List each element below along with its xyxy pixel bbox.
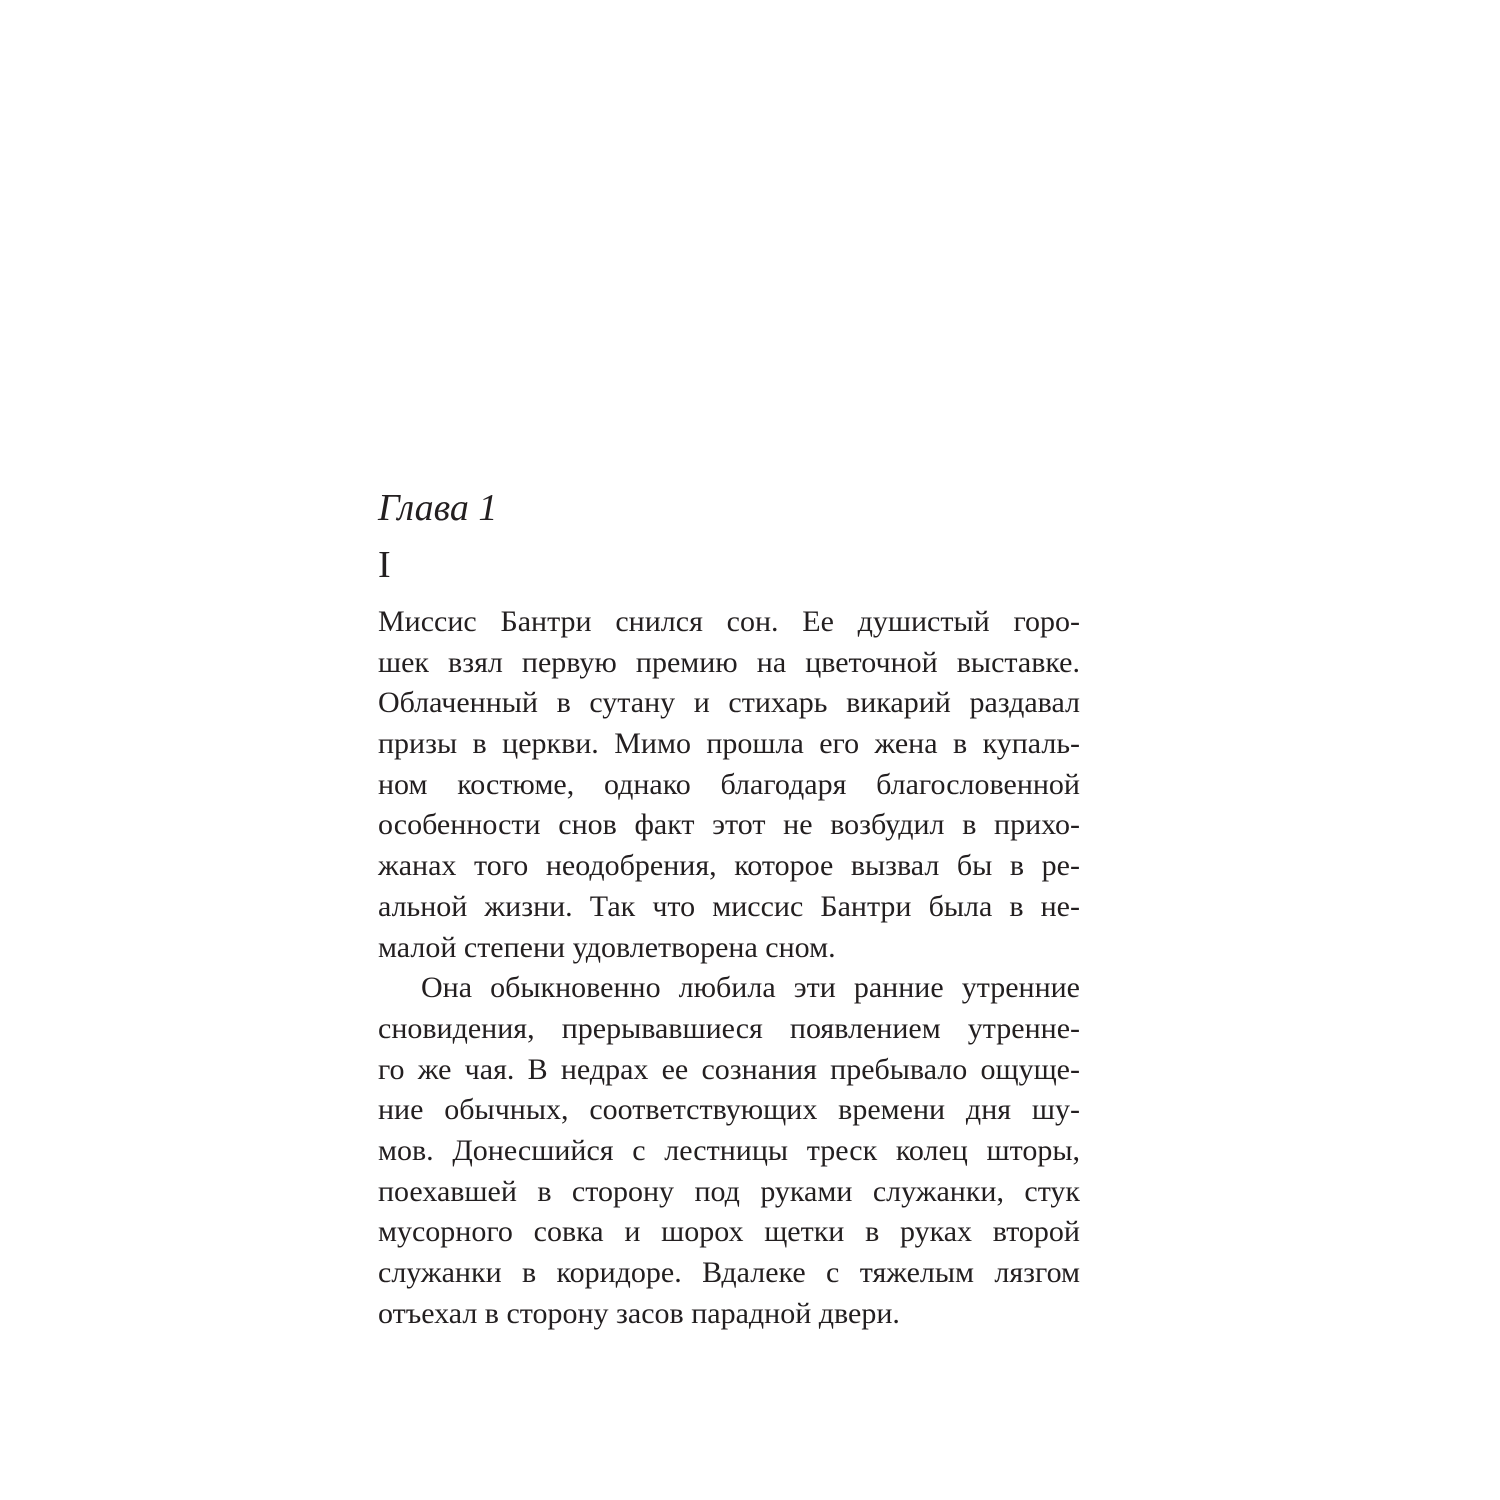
text-line: сновидения, прерывавшиеся появлением утренне- bbox=[378, 1011, 1080, 1045]
text-block bbox=[378, 478, 1080, 1334]
text-line: Миссис Бантри снился сон. Ее душистый горо- bbox=[378, 605, 1080, 638]
text-line: ние обычных, соответствующих времени дня шу- bbox=[378, 1093, 1080, 1127]
paragraph-1 bbox=[378, 602, 1080, 968]
chapter-title: Глава 1 bbox=[378, 487, 498, 529]
text-line: служанки в коридоре. Вдалеке с тяжелым лязгом bbox=[378, 1256, 1080, 1289]
text-line: призы в церкви. Мимо прошла его жена в купаль- bbox=[378, 727, 1080, 761]
text-line: отъехал в сторону засов парадной двери. bbox=[378, 1296, 900, 1330]
text-line: малой степени удовлетворена сном. bbox=[378, 930, 836, 964]
text-line: жанах того неодобрения, которое вызвал бы в ре- bbox=[378, 849, 1080, 883]
text-line: мов. Донесшийся с лестницы треск колец шторы, bbox=[378, 1133, 1080, 1167]
text-line: поехавшей в сторону под руками служанки, стук bbox=[378, 1174, 1080, 1208]
text-line: Она обыкновенно любила эти ранние утренние bbox=[421, 971, 1080, 1005]
chapter-body bbox=[378, 602, 1080, 1334]
paragraph-2 bbox=[378, 968, 1080, 1334]
text-line: Облаченный в сутану и стихарь викарий раздавал bbox=[378, 686, 1080, 720]
text-line: особенности снов факт этот не возбудил в прихо- bbox=[378, 808, 1080, 842]
text-line: го же чая. В недрах ее сознания пребывало ощуще- bbox=[378, 1052, 1080, 1086]
text-line: шек взял первую премию на цветочной выставке. bbox=[378, 645, 1080, 679]
text-line: мусорного совка и шорох щетки в руках второй bbox=[378, 1215, 1080, 1249]
text-line: ном костюме, однако благодаря благословенной bbox=[378, 767, 1080, 801]
text-line: альной жизни. Так что миссис Бантри была в не- bbox=[378, 889, 1080, 923]
section-number: I bbox=[378, 544, 391, 586]
